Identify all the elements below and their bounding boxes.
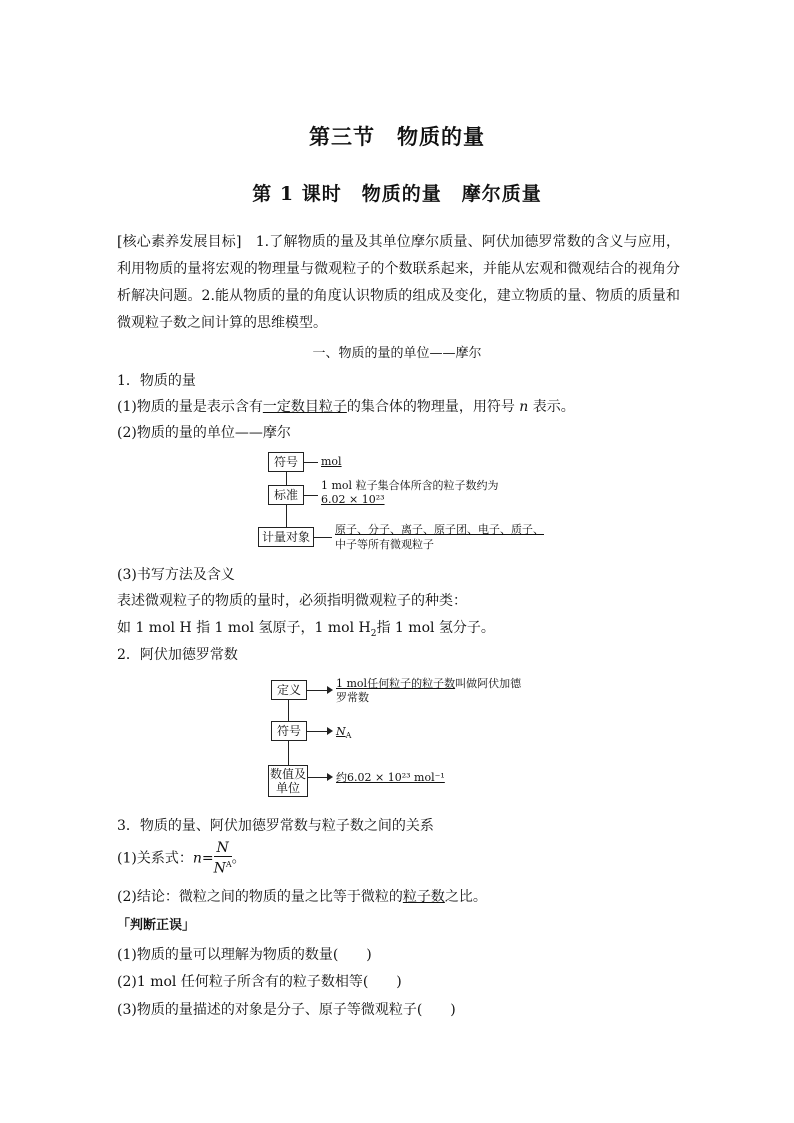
diagram2-text-def1: 1 mol任何粒子的粒子数叫做阿伏加德 [336, 677, 522, 690]
item1-line1: (1)物质的量是表示含有一定数目粒子的集合体的物理量，用符号 n 表示。 [117, 399, 575, 415]
diagram2-arrow2 [327, 727, 333, 735]
diagram2-box-value: 数值及 单位 [269, 767, 306, 795]
diagram2-text-def2: 罗常数 [336, 691, 369, 704]
diagram1-text-standard1: 1 mol 粒子集合体所含的粒子数约为 [321, 479, 499, 492]
item1-line2: (2)物质的量的单位——摩尔 [117, 425, 291, 441]
lesson-title: 第 1 课时 物质的量 摩尔质量 [252, 183, 542, 205]
goals-text: 1.了解物质的量及其单位摩尔质量、阿伏加德罗常数的含义与应用，利用物质的量将宏观的物理量与微观粒子的个数联系起来，并能从宏观和微观结合的视角分析解决问题。2.能从物质的量的角度认识物质的组成及变化，建立物质的量、物质的质量和微观粒子数之间计算的思维模型。 [117, 234, 680, 331]
judge-q2: (2)1 mol 任何粒子所含有的粒子数相等( ) [117, 974, 402, 990]
diagram2-box-definition: 定义 [271, 680, 307, 700]
judge-q1: (1)物质的量可以理解为物质的数量( ) [117, 947, 372, 963]
item1-title: 1．物质的量 [117, 373, 196, 389]
core-goals [117, 229, 680, 337]
goals-label: [核心素养发展目标] [117, 234, 242, 250]
formula-fraction: $\frac{N}{N^A}$ [213, 840, 232, 877]
diagram2-arrow3 [327, 773, 333, 781]
diagram1-box-object: 计量对象 [258, 527, 314, 547]
item3-line1: (1)关系式：n= $\frac{N}{N^A}$ 。 [117, 840, 246, 877]
diagram1-box-standard: 标准 [268, 485, 304, 505]
item3-title: 3．物质的量、阿伏加德罗常数与粒子数之间的关系 [117, 818, 434, 834]
diagram2-text-symbol: $N_A$ [336, 725, 352, 741]
diagram2-box-symbol: 符号 [271, 721, 307, 741]
diagram2-arrow1 [327, 686, 333, 694]
diagram1-text-mol: mol [321, 455, 342, 468]
judge-q3: (3)物质的量描述的对象是分子、原子等微观粒子( ) [117, 1002, 456, 1018]
item2-title: 2．阿伏加德罗常数 [117, 647, 238, 663]
item1-line4: 表述微观粒子的物质的量时，必须指明微观粒子的种类： [117, 593, 467, 609]
diagram1-text-object1: 原子、分子、离子、原子团、电子、质子、 [335, 523, 544, 536]
diagram1-text-object2: 中子等所有微观粒子 [335, 538, 434, 551]
heading-mole-unit: 一、物质的量的单位——摩尔 [312, 346, 482, 361]
section-title: 第三节 物质的量 [309, 124, 485, 149]
item1-line3: (3)书写方法及含义 [117, 567, 235, 583]
diagram2-text-value: 约6.02 × 10²³ mol⁻¹ [336, 771, 445, 784]
item3-line2: (2)结论：微粒之间的物质的量之比等于微粒的粒子数之比。 [117, 889, 487, 905]
diagram1-box-symbol: 符号 [268, 452, 304, 472]
item1-line5: 如 1 mol H 指 1 mol 氢原子，1 mol $H_2$指 1 mol 氢分子。 [117, 620, 495, 639]
diagram1-text-standard2: 6.02 × 10²³ [321, 493, 385, 506]
judge-label: 「判断正误」 [117, 918, 196, 933]
